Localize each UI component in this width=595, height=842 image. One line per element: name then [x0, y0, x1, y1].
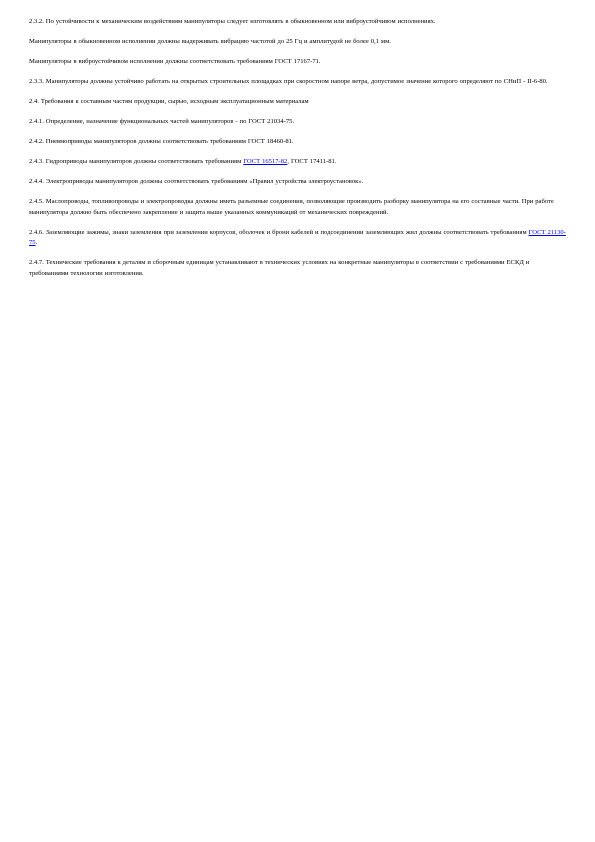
paragraph-2-4-3: [29, 157, 567, 168]
paragraph-vibration-normal: Манипуляторы в обыкновенном исполнении должны выдерживать вибрацию частотой до 25 Гц и амплитудой не более 0,1 мм.: [29, 38, 391, 45]
paragraph-2-4-3-text: 2.4.3. Гидроприводы манипуляторов должны соответствовать требованиям: [29, 158, 244, 165]
paragraph-2-4-5: 2.4.5. Маслопроводы, топливопроводы и электропроводка должны иметь разъемные соединения, позволяющие производить разборку манипулятора на его составные части. При работе манипулятора должно быть обеспечено закрепление и защита выше указанных коммуникаций от механических повреждений.: [29, 198, 554, 216]
paragraph-2-3-3: 2.3.3. Манипуляторы должны устойчиво работать на открытых строительных площадках при скоростном напоре ветра, допустимое значение которого определяют по СНиП - II-6-80.: [29, 78, 548, 85]
paragraph-2-4-6: [29, 228, 567, 249]
paragraph-vibration-resistant: Манипуляторы в виброустойчивом исполнении должны соответствовать требованиям ГОСТ 17167-71.: [29, 58, 321, 65]
gost-16517-82-link[interactable]: ГОСТ 16517-82: [243, 158, 288, 165]
paragraph-2-4-7: 2.4.7. Технические требования к деталям и сборочным единицам устанавливают в технических условиях на конкретные манипуляторы в соответствии с требованиями ЕСКД и требованиями технологии изготовления.: [29, 259, 530, 277]
document-page: [29, 17, 567, 289]
paragraph-2-3-2: 2.3.2. По устойчивости к механическим воздействиям манипуляторы следует изготовлять в обыкновенном или виброустойчивом исполнениях.: [29, 18, 436, 25]
paragraph-2-4-6-tail: .: [35, 239, 38, 246]
paragraph-2-4-2: 2.4.2. Пневмоприводы манипуляторов должны соответствовать требованиям ГОСТ 18460-81.: [29, 138, 294, 145]
section-heading-2-4: 2.4. Требования к составным частям продукции, сырью, исходным эксплуатационным материалам: [29, 98, 309, 105]
paragraph-2-4-1: 2.4.1. Определение, назначение функциональных частей манипуляторов - по ГОСТ 21034-75.: [29, 118, 295, 125]
paragraph-2-4-4: 2.4.4. Электроприводы манипуляторов должны соответствовать требованиям «Правил устройства электроустановок».: [29, 178, 364, 185]
gost-21130-75-link[interactable]: ГОСТ 21130-75: [29, 228, 566, 246]
paragraph-2-4-6-text: 2.4.6. Заземляющие зажимы, знаки заземления при заземлении корпусов, оболочек и брони кабелей и подсоединении заземляющих жил должны соответствовать требованиям: [29, 228, 529, 236]
paragraph-2-4-3-tail: , ГОСТ 17411-81.: [287, 158, 337, 165]
